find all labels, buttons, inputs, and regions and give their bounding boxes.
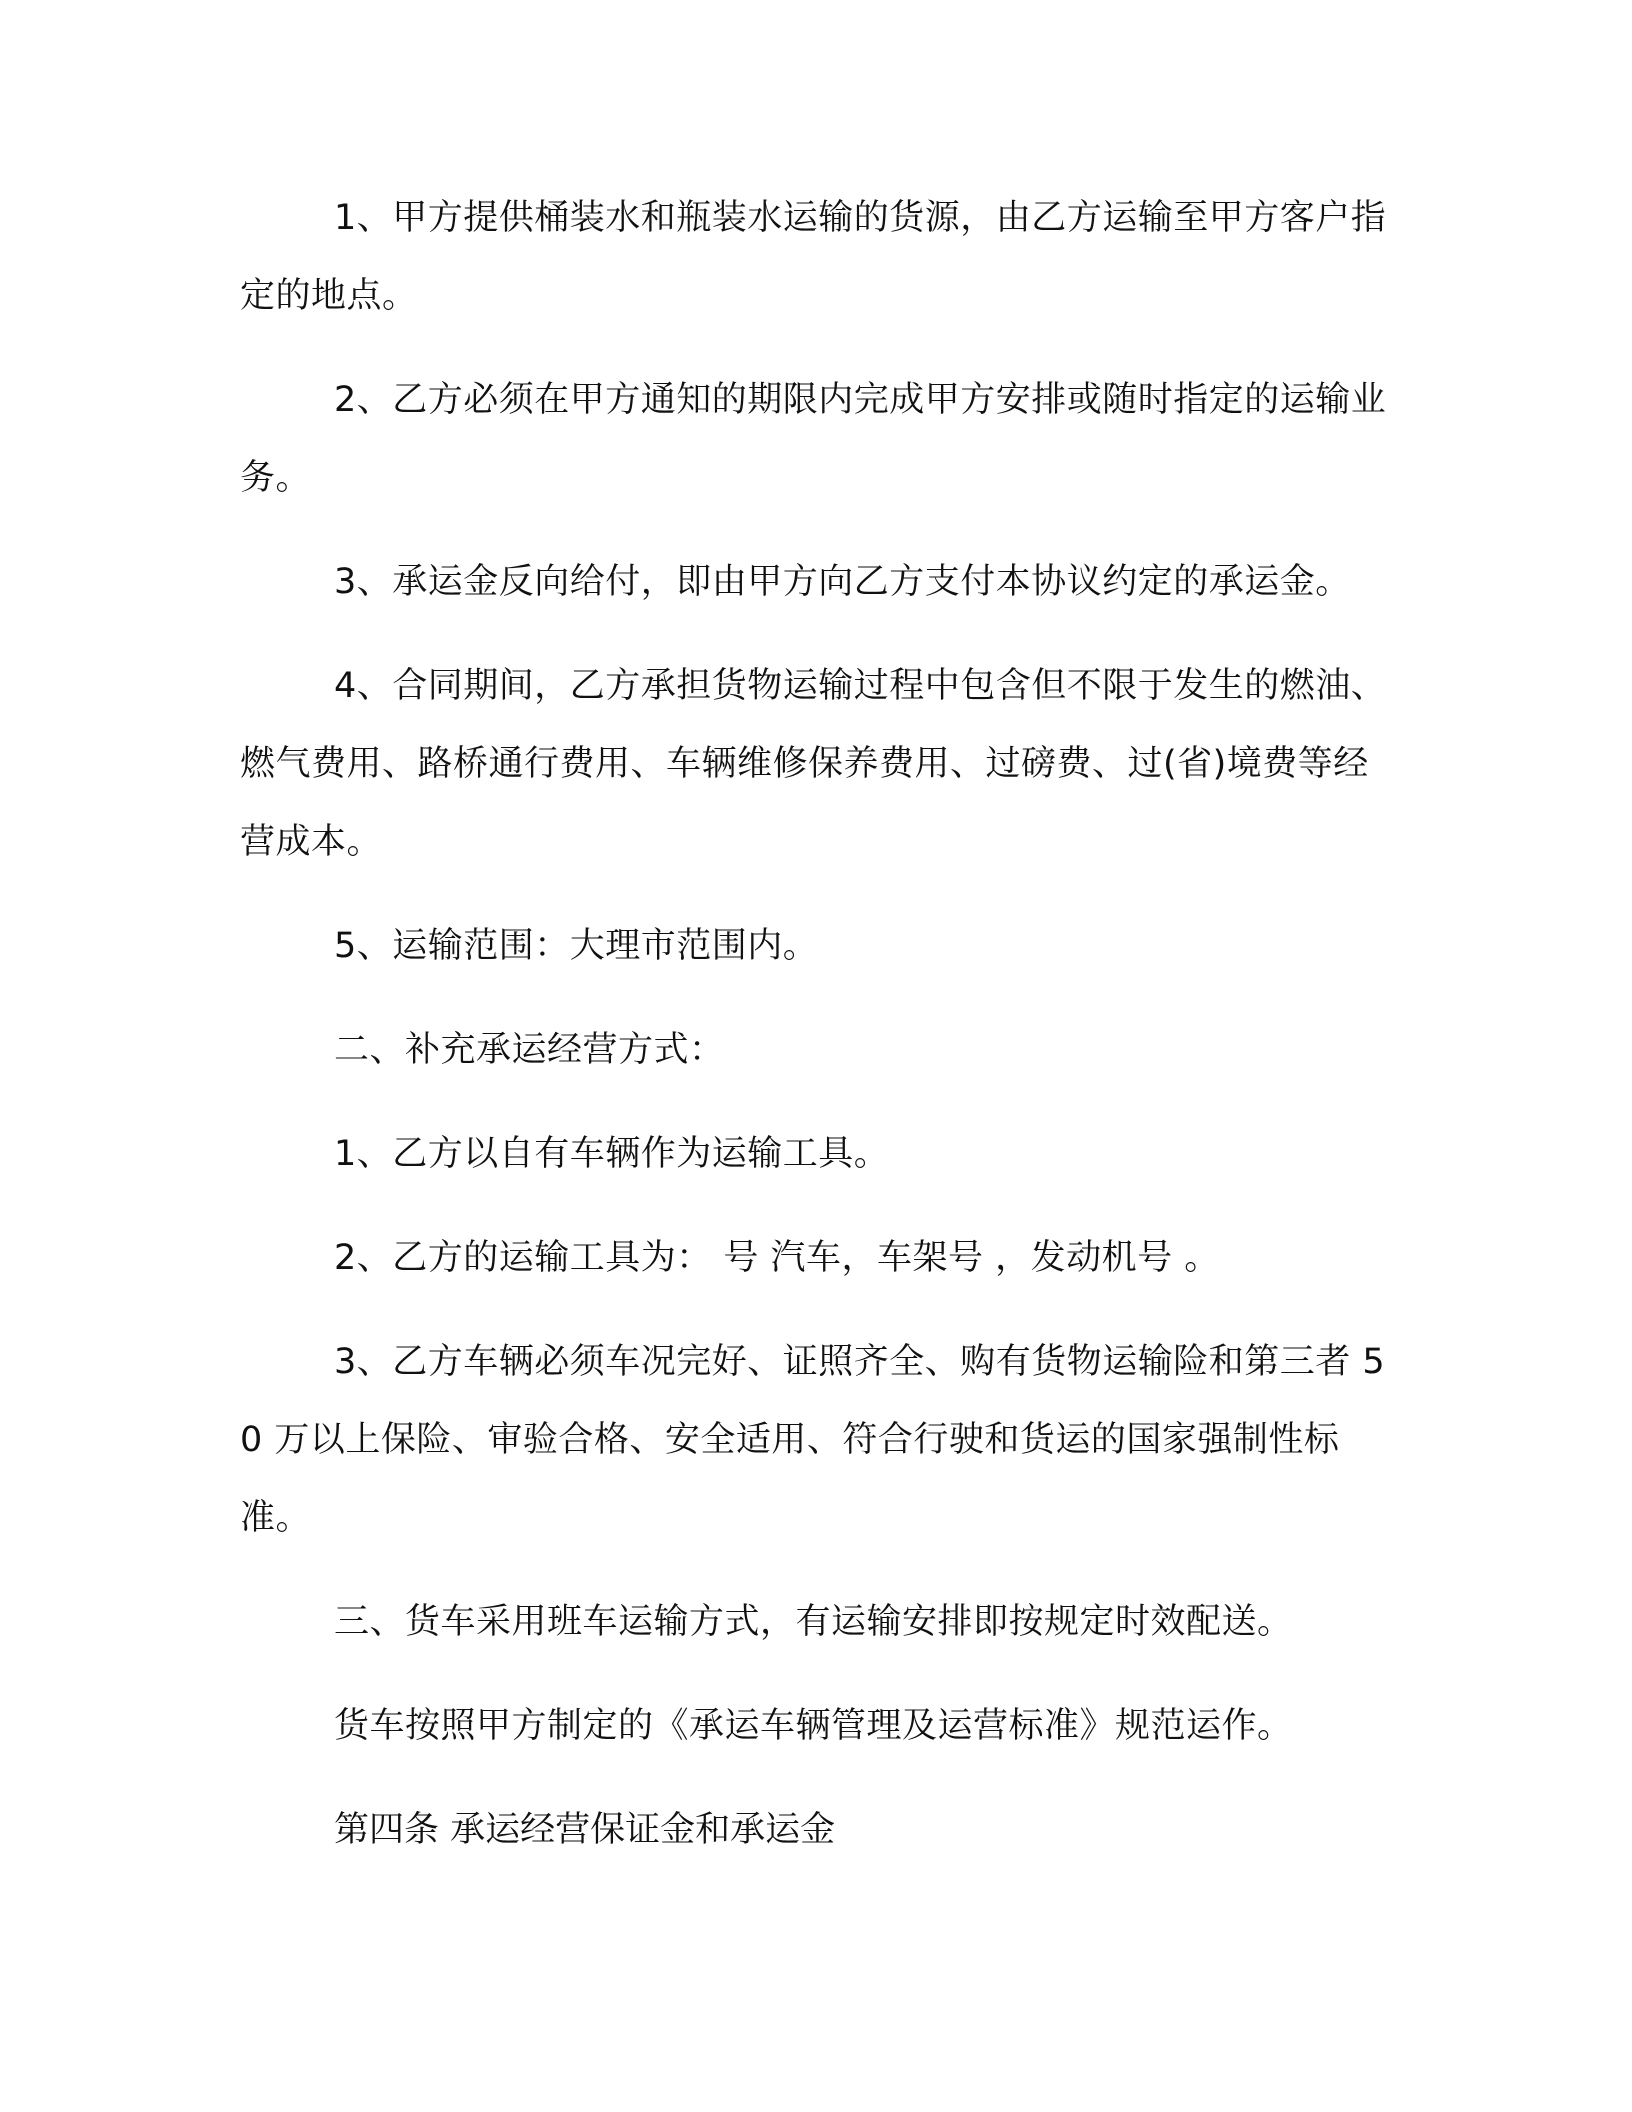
paragraph-5: 5、运输范围：大理市范围内。: [334, 926, 819, 966]
paragraph-4: 4、合同期间，乙方承担货物运输过程中包含但不限于发生的燃油、燃气费用、路桥通行费用、车辆维修保养费用、过磅费、过(省)境费等经营成本。: [240, 666, 1387, 862]
paragraph-2: 2、乙方必须在甲方通知的期限内完成甲方安排或随时指定的运输业务。: [240, 380, 1387, 498]
section-heading-2: 二、补充承运经营方式：: [334, 1030, 725, 1070]
paragraph-7: 2、乙方的运输工具为： 号 汽车，车架号 ，发动机号 。: [334, 1238, 1220, 1278]
paragraph-8: 3、乙方车辆必须车况完好、证照齐全、购有货物运输险和第三者 50 万以上保险、审验合格、安全适用、符合行驶和货运的国家强制性标准。: [240, 1342, 1386, 1538]
paragraph-9: 货车按照甲方制定的《承运车辆管理及运营标准》规范运作。: [334, 1706, 1293, 1746]
paragraph-3: 3、承运金反向给付，即由甲方向乙方支付本协议约定的承运金。: [334, 562, 1351, 602]
paragraph-6: 1、乙方以自有车辆作为运输工具。: [334, 1134, 890, 1174]
paragraph-1: 1、甲方提供桶装水和瓶装水运输的货源，由乙方运输至甲方客户指定的地点。: [240, 198, 1387, 316]
section-heading-3: 三、货车采用班车运输方式，有运输安排即按规定时效配送。: [334, 1602, 1293, 1642]
article-heading: 第四条 承运经营保证金和承运金: [334, 1810, 836, 1850]
